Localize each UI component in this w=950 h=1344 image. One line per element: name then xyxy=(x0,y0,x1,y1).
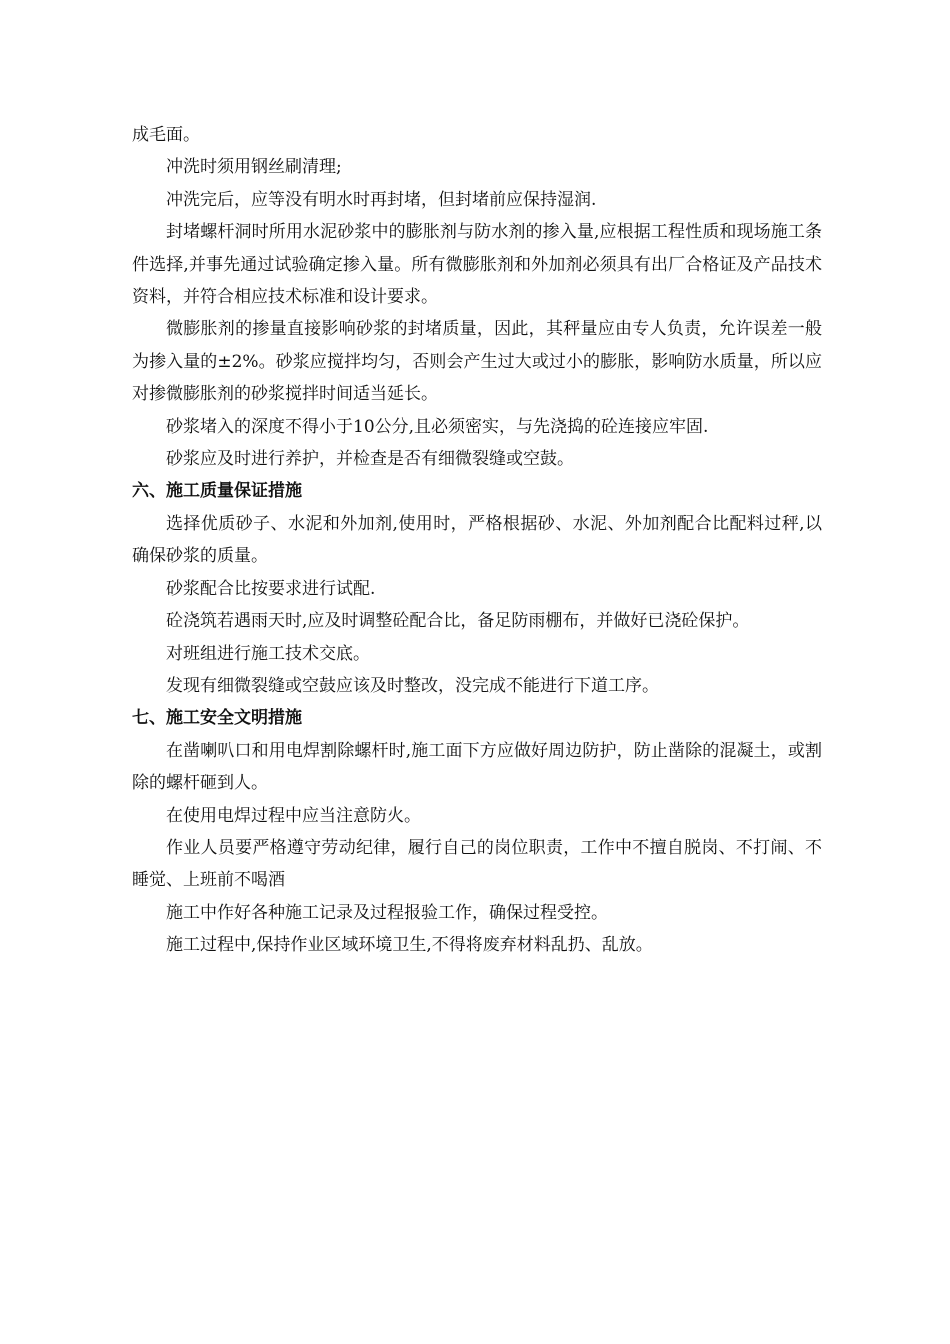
paragraph-admixture-dosage: 封堵螺杆洞时所用水泥砂浆中的膨胀剂与防水剂的掺入量,应根据工程性质和现场施工条件选择,并事先通过试验确定掺入量。所有微膨胀剂和外加剂必须具有出厂合格证及产品技术资料，并符合相应技术标准和设计要求。 xyxy=(132,222,822,308)
paragraph-expansion-agent: 微膨胀剂的掺量直接影响砂浆的封堵质量，因此，其秤量应由专人负责，允许误差一般为掺入量的±2%。砂浆应搅拌均匀，否则会产生过大或过小的膨胀，影响防水质量，所以应对掺微膨胀剂的砂浆搅拌时间适当延长。 xyxy=(132,319,822,405)
paragraph-rectify: 发现有细微裂缝或空鼓应该及时整改，没完成不能进行下道工序。 xyxy=(166,675,659,696)
paragraph-mix-trial: 砂浆配合比按要求进行试配. xyxy=(166,578,376,599)
paragraph-briefing: 对班组进行施工技术交底。 xyxy=(166,643,370,664)
section-heading-safety: 七、施工安全文明措施 xyxy=(132,708,302,729)
paragraph-records: 施工中作好各种施工记录及过程报验工作，确保过程受控。 xyxy=(166,902,608,923)
paragraph-fire: 在使用电焊过程中应当注意防火。 xyxy=(166,805,421,826)
paragraph-curing: 砂浆应及时进行养护，并检查是否有细微裂缝或空鼓。 xyxy=(166,449,574,470)
paragraph-discipline: 作业人员要严格遵守劳动纪律，履行自己的岗位职责，工作中不擅自脱岗、不打闹、不睡觉、上班前不喝酒 xyxy=(132,837,822,891)
paragraph-rinse-wet: 冲洗完后，应等没有明水时再封堵，但封堵前应保持湿润. xyxy=(166,189,597,210)
paragraph-plug-depth: 砂浆堵入的深度不得小于10公分,且必须密实，与先浇捣的砼连接应牢固. xyxy=(166,416,709,437)
continued-paragraph: 成毛面。 xyxy=(132,125,200,145)
section-heading-quality: 六、施工质量保证措施 xyxy=(132,481,302,502)
paragraph-rinse-brush: 冲洗时须用钢丝刷清理; xyxy=(166,157,342,178)
paragraph-rain: 砼浇筑若遇雨天时,应及时调整砼配合比，备足防雨棚布，并做好已浇砼保护。 xyxy=(166,611,750,632)
document-body xyxy=(132,119,822,962)
paragraph-materials: 选择优质砂子、水泥和外加剂,使用时，严格根据砂、水泥、外加剂配合比配料过秤,以确保砂浆的质量。 xyxy=(132,513,822,567)
paragraph-protection: 在凿喇叭口和用电焊割除螺杆时,施工面下方应做好周边防护，防止凿除的混凝土，或割除的螺杆砸到人。 xyxy=(132,740,822,794)
paragraph-hygiene: 施工过程中,保持作业区域环境卫生,不得将废弃材料乱扔、乱放。 xyxy=(166,935,653,956)
